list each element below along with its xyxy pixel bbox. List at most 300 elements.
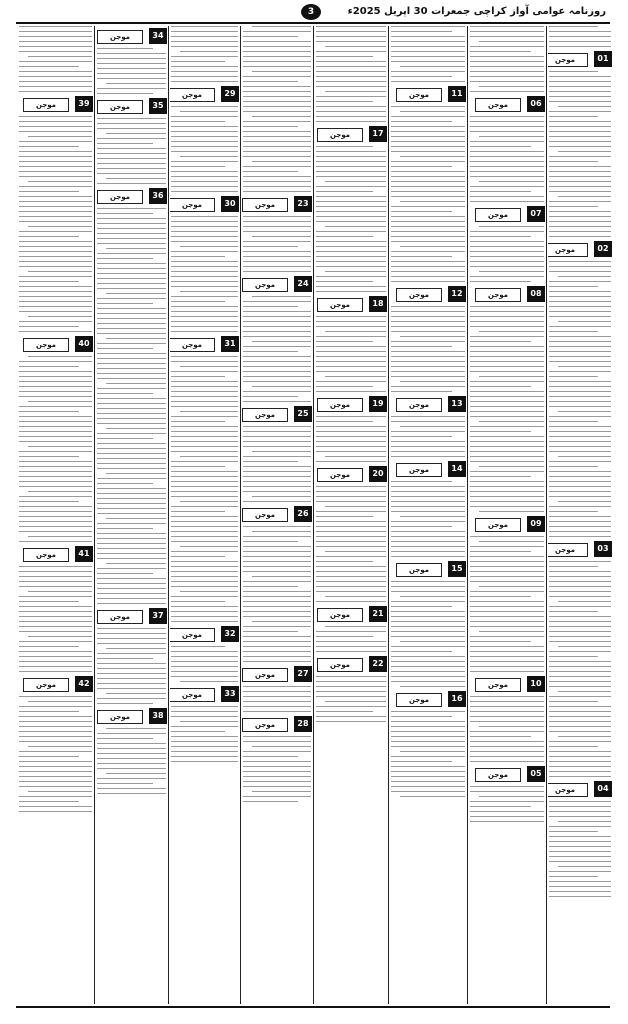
text-line [391, 746, 465, 747]
text-line [316, 426, 386, 427]
text-line [171, 441, 238, 442]
text-line [97, 433, 166, 434]
text-line [252, 341, 311, 342]
text-line [470, 121, 544, 122]
text-line [243, 656, 311, 657]
text-line [549, 471, 611, 472]
text-line [391, 261, 465, 262]
text-line [470, 261, 544, 262]
text-line [171, 46, 238, 47]
text-line [243, 356, 311, 357]
column-6 [170, 26, 239, 1004]
text-line [549, 156, 611, 157]
notice-label: موجن [242, 278, 288, 292]
text-line [316, 651, 386, 652]
text-line [171, 656, 238, 657]
text-line [549, 651, 611, 652]
text-line [19, 761, 92, 762]
text-line [97, 523, 166, 524]
text-line [549, 86, 611, 87]
text-line [171, 396, 238, 397]
text-line [391, 771, 465, 772]
notice-header [96, 28, 167, 44]
text-line [171, 376, 225, 377]
notice-label: موجن [97, 710, 143, 724]
text-line [171, 231, 238, 232]
notice-number: 38 [149, 708, 167, 724]
notice-label: موجن [170, 198, 215, 212]
text-line [470, 371, 544, 372]
notice-label: موجن [242, 508, 288, 522]
text-line [97, 408, 166, 409]
text-line [549, 516, 611, 517]
text-line [316, 591, 386, 592]
text-line [243, 701, 311, 702]
text-line [391, 386, 465, 387]
text-line [171, 536, 238, 537]
text-line [470, 56, 544, 57]
text-line [391, 661, 465, 662]
notice-label: موجن [317, 608, 363, 622]
text-line [479, 421, 544, 422]
text-line [549, 891, 611, 892]
text-line [19, 296, 92, 297]
text-line [243, 741, 311, 742]
text-line [470, 366, 544, 367]
text-line [391, 366, 465, 367]
text-line [470, 251, 544, 252]
text-line [316, 386, 373, 387]
text-line [391, 526, 452, 527]
text-line [400, 641, 465, 642]
column-divider [168, 26, 169, 1004]
text-line [391, 586, 465, 587]
text-line [28, 181, 92, 182]
text-line [549, 861, 611, 862]
notice-header [469, 516, 545, 532]
text-line [470, 151, 544, 152]
text-line [180, 111, 238, 112]
text-line [316, 531, 386, 532]
text-line [19, 71, 92, 72]
text-line [171, 746, 238, 747]
text-line [19, 131, 92, 132]
text-line [316, 66, 386, 67]
text-line [243, 51, 311, 52]
text-line [171, 731, 225, 732]
notice-number: 07 [527, 206, 545, 222]
text-line [171, 56, 238, 57]
notice-number: 11 [448, 86, 466, 102]
text-line [470, 131, 544, 132]
notice-label: موجن [396, 563, 442, 577]
text-line [19, 731, 92, 732]
notice-number: 29 [221, 86, 239, 102]
column-divider [546, 26, 547, 1004]
text-line [19, 26, 92, 27]
text-line [97, 768, 166, 769]
text-line [243, 616, 311, 617]
notice-label: موجن [475, 98, 521, 112]
text-line [391, 551, 465, 552]
text-line [171, 216, 238, 217]
text-line [19, 151, 92, 152]
text-line [470, 401, 544, 402]
text-line [97, 778, 166, 779]
text-line [549, 331, 598, 332]
text-line [97, 568, 166, 569]
text-line [171, 176, 238, 177]
text-line [549, 631, 611, 632]
text-line [171, 616, 238, 617]
text-line [171, 431, 238, 432]
text-line [316, 351, 386, 352]
notice-header [315, 466, 387, 482]
text-line [252, 161, 311, 162]
text-line [400, 686, 465, 687]
text-line [97, 223, 166, 224]
text-line [252, 746, 311, 747]
text-line [316, 336, 386, 337]
text-line [391, 391, 452, 392]
text-line [28, 446, 92, 447]
text-line [180, 546, 238, 547]
text-line [316, 486, 386, 487]
text-line [316, 281, 373, 282]
text-line [391, 631, 465, 632]
text-line [97, 598, 166, 599]
text-line [479, 376, 544, 377]
text-line [243, 491, 311, 492]
text-line [549, 91, 611, 92]
text-line [470, 536, 544, 537]
notice-number: 25 [294, 406, 312, 422]
text-line [243, 626, 311, 627]
text-line [97, 458, 166, 459]
text-line [97, 163, 166, 164]
text-line [171, 471, 238, 472]
text-line [28, 591, 92, 592]
text-line [400, 66, 465, 67]
text-line [243, 586, 298, 587]
text-line [316, 81, 386, 82]
text-line [316, 371, 386, 372]
text-line [180, 246, 238, 247]
text-line [549, 741, 611, 742]
text-line [19, 661, 92, 662]
text-line [549, 431, 611, 432]
text-line [391, 456, 465, 457]
text-line [316, 536, 386, 537]
notice-header [96, 708, 167, 724]
text-line [243, 546, 311, 547]
text-line [97, 123, 166, 124]
notice-label: موجن [548, 243, 588, 257]
text-line [106, 338, 166, 339]
text-line [316, 96, 386, 97]
notice-number: 39 [75, 96, 93, 112]
text-line [470, 346, 544, 347]
text-line [252, 116, 311, 117]
text-line [97, 513, 166, 514]
text-line [391, 46, 465, 47]
text-line [97, 413, 166, 414]
text-line [243, 691, 311, 692]
text-line [400, 426, 465, 427]
text-line [19, 291, 92, 292]
text-line [19, 276, 92, 277]
text-line [106, 83, 166, 84]
text-line [470, 611, 544, 612]
text-line [171, 421, 225, 422]
text-line [19, 261, 92, 262]
text-line [391, 761, 452, 762]
text-line [316, 346, 386, 347]
text-line [316, 571, 386, 572]
text-line [316, 291, 386, 292]
text-line [243, 316, 311, 317]
text-line [243, 321, 311, 322]
text-line [19, 516, 92, 517]
notice-number: 09 [527, 516, 545, 532]
text-line [243, 351, 298, 352]
text-line [470, 701, 544, 702]
text-line [316, 321, 386, 322]
text-line [391, 621, 465, 622]
text-line [171, 531, 238, 532]
text-line [243, 441, 311, 442]
text-line [19, 251, 92, 252]
text-line [171, 306, 238, 307]
text-line [549, 696, 611, 697]
text-line [252, 296, 311, 297]
text-line [470, 406, 544, 407]
text-line [243, 556, 311, 557]
text-line [470, 456, 544, 457]
text-line [97, 118, 166, 119]
notice-label: موجن [317, 128, 363, 142]
text-line [316, 156, 386, 157]
text-line [171, 736, 238, 737]
notice-label: موجن [396, 463, 442, 477]
text-line [171, 76, 238, 77]
notice-number: 02 [594, 241, 612, 257]
text-line [391, 481, 452, 482]
text-line [316, 496, 386, 497]
text-line [316, 161, 386, 162]
notice-number: 20 [369, 466, 387, 482]
text-line [316, 361, 386, 362]
text-line [470, 581, 544, 582]
text-line [252, 791, 311, 792]
text-line [19, 81, 92, 82]
text-line [97, 463, 166, 464]
text-line [171, 661, 238, 662]
text-line [171, 561, 238, 562]
text-line [243, 756, 298, 757]
text-line [549, 216, 611, 217]
text-line [19, 771, 92, 772]
text-line [19, 766, 92, 767]
notice-header [315, 606, 387, 622]
text-line [97, 168, 166, 169]
text-line [97, 348, 153, 349]
text-line [316, 186, 386, 187]
text-line [391, 171, 465, 172]
text-line [243, 181, 311, 182]
text-line [97, 63, 166, 64]
text-line [19, 711, 79, 712]
text-line [391, 636, 465, 637]
text-line [19, 626, 92, 627]
text-line [243, 751, 311, 752]
text-line [252, 26, 311, 27]
column-5 [242, 26, 312, 1004]
text-line [19, 471, 92, 472]
text-line [316, 721, 386, 722]
text-line [243, 706, 311, 707]
text-line [391, 656, 465, 657]
text-line [549, 121, 611, 122]
text-line [243, 171, 298, 172]
text-line [97, 588, 166, 589]
text-line [171, 251, 238, 252]
text-line [243, 216, 311, 217]
notice-label: موجن [97, 100, 143, 114]
text-line [316, 416, 386, 417]
text-line [171, 386, 238, 387]
text-line [243, 381, 311, 382]
text-line [19, 501, 79, 502]
text-line [243, 326, 311, 327]
text-line [391, 486, 465, 487]
text-line [243, 141, 311, 142]
text-line [549, 776, 611, 777]
text-line [243, 611, 311, 612]
notice-header [242, 196, 312, 212]
notice-number: 33 [221, 686, 239, 702]
column-divider [467, 26, 468, 1004]
text-line [316, 516, 373, 517]
text-line [549, 441, 611, 442]
notice-header [242, 406, 312, 422]
text-line [391, 181, 465, 182]
text-line [19, 451, 92, 452]
text-line [391, 116, 465, 117]
text-line [97, 238, 166, 239]
text-line [243, 536, 311, 537]
text-line [171, 371, 238, 372]
text-line [180, 156, 238, 157]
text-line [316, 216, 386, 217]
text-line [19, 61, 92, 62]
notice-header [242, 666, 312, 682]
text-line [28, 491, 92, 492]
text-line [549, 576, 611, 577]
text-line [391, 506, 465, 507]
text-line [549, 486, 611, 487]
text-line [97, 88, 166, 89]
notice-label: موجن [170, 88, 215, 102]
text-line [316, 176, 386, 177]
notice-header [469, 96, 545, 112]
text-line [549, 481, 611, 482]
notice-label: موجن [548, 543, 588, 557]
text-line [28, 136, 92, 137]
text-line [549, 521, 611, 522]
text-line [391, 141, 465, 142]
text-line [325, 181, 386, 182]
text-line [470, 326, 544, 327]
text-line [316, 631, 386, 632]
text-line [243, 96, 311, 97]
text-line [97, 73, 166, 74]
text-line [97, 753, 166, 754]
text-line [549, 446, 611, 447]
text-line [243, 796, 311, 797]
text-line [171, 461, 238, 462]
text-line [97, 48, 153, 49]
text-line [391, 61, 465, 62]
text-line [391, 346, 452, 347]
text-line [243, 61, 311, 62]
text-line [549, 721, 611, 722]
text-line [391, 651, 452, 652]
text-line [391, 781, 465, 782]
text-line [97, 688, 166, 689]
text-line [28, 316, 92, 317]
text-line [470, 381, 544, 382]
text-line [549, 26, 598, 27]
text-line [549, 391, 611, 392]
text-line [28, 791, 92, 792]
text-line [549, 191, 611, 192]
text-line [243, 151, 311, 152]
text-line [243, 156, 311, 157]
text-line [106, 518, 166, 519]
text-line [316, 206, 386, 207]
text-line [97, 673, 166, 674]
text-line [470, 71, 544, 72]
column-3 [390, 26, 466, 1004]
text-line [171, 511, 225, 512]
text-line [549, 266, 611, 267]
text-line [171, 516, 238, 517]
text-line [243, 41, 311, 42]
text-line [470, 416, 544, 417]
text-line [549, 161, 598, 162]
text-line [106, 473, 166, 474]
text-line [106, 728, 166, 729]
text-line [470, 201, 544, 202]
text-line [549, 311, 611, 312]
text-line [558, 501, 611, 502]
text-line [391, 191, 465, 192]
text-line [470, 496, 544, 497]
text-line [549, 211, 611, 212]
text-line [391, 71, 465, 72]
text-line [391, 711, 465, 712]
text-line [391, 581, 465, 582]
text-line [470, 761, 544, 762]
text-line [470, 721, 544, 722]
text-line [316, 151, 386, 152]
text-line [171, 751, 238, 752]
text-line [97, 128, 166, 129]
text-line [19, 751, 92, 752]
text-line [316, 636, 373, 637]
text-line [19, 616, 92, 617]
